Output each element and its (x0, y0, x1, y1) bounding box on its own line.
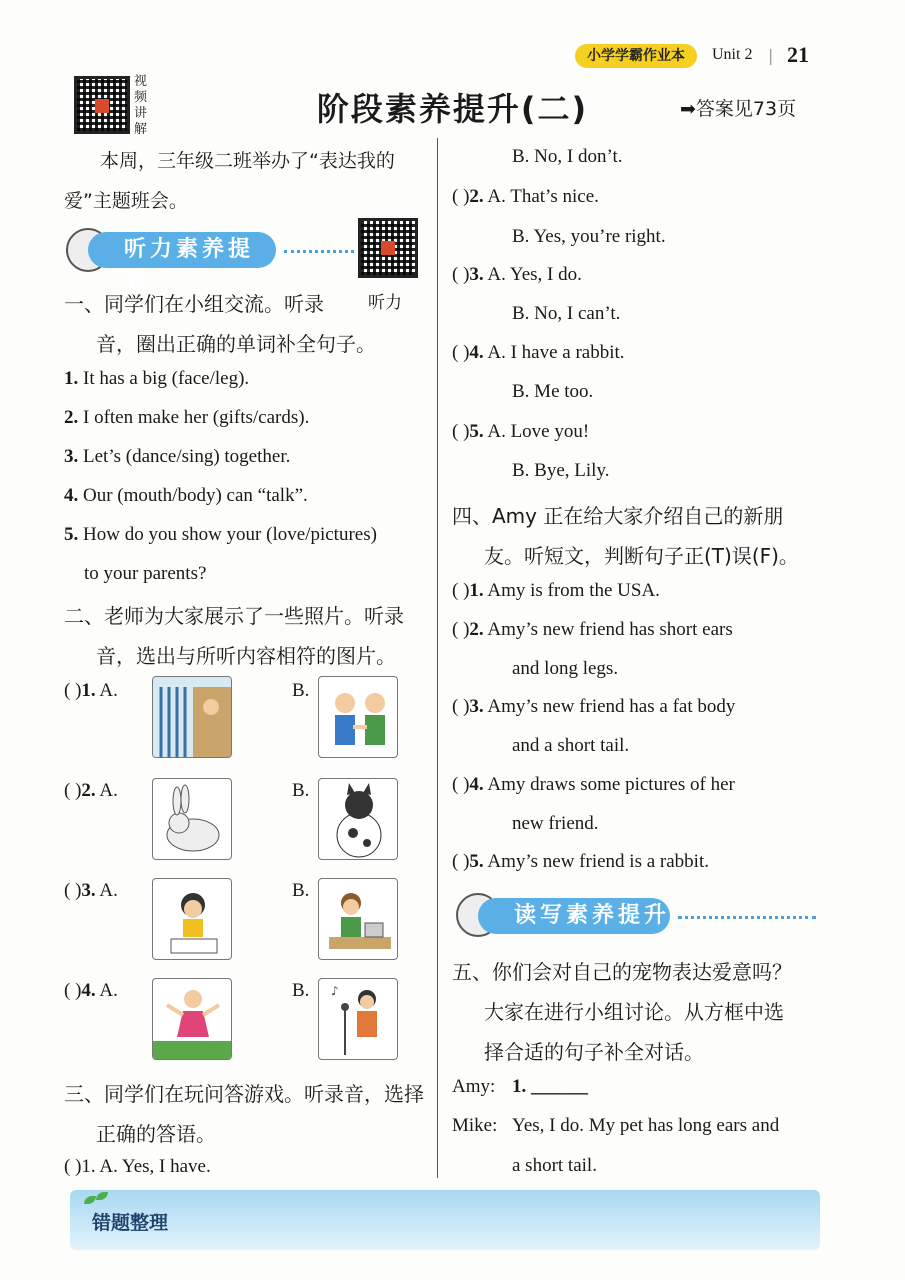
s2-row-1-b: B. (292, 680, 310, 701)
intro-line-2: 爱”主题班会。 (64, 190, 188, 212)
s2-row-2-b: B. (292, 780, 310, 801)
s1-item-1: 1. It has a big (face/leg). (64, 368, 250, 389)
section3-heading-2: 正确的答语。 (96, 1122, 216, 1146)
section4-heading-2: 友。听短文，判断句子正(T)误(F)。 (484, 544, 799, 568)
intro-line-1: 本周，三年级二班举办了“表达我的 (100, 150, 395, 172)
s2-q2-option-a-picture[interactable] (152, 778, 232, 860)
s2-q3-option-b-picture[interactable] (318, 878, 398, 960)
video-explain-label: 视 频 讲 解 (134, 74, 148, 137)
mistake-notes-label: 错题整理 (92, 1212, 169, 1234)
s3-item-2-a: ( )2. A. That’s nice. (452, 186, 599, 207)
s5-mike-line-1: Yes, I do. My pet has long ears and (512, 1115, 780, 1136)
s3-item-1-b: B. No, I don’t. (512, 146, 623, 167)
s4-item-1: ( )1. Amy is from the USA. (452, 580, 660, 601)
s3-item-3-a: ( )3. A. Yes, I do. (452, 264, 582, 285)
s4-item-4: ( )4. Amy draws some pictures of her (452, 774, 735, 795)
s4-item-2: ( )2. Amy’s new friend has short ears (452, 619, 733, 640)
s3-item-5-a: ( )5. A. Love you! (452, 421, 590, 442)
answer-reference: ➡答案见73页 (680, 98, 797, 120)
s3-item-3-b: B. No, I can’t. (512, 303, 621, 324)
s4-item-5: ( )5. Amy’s new friend is a rabbit. (452, 851, 709, 872)
s2-row-4: ( )4. A. (64, 980, 118, 1001)
s2-q1-option-a-picture[interactable] (152, 676, 232, 758)
s2-q1-option-b-picture[interactable] (318, 676, 398, 758)
s5-amy-label: Amy: (452, 1076, 496, 1097)
section3-heading-1: 三、同学们在玩问答游戏。听录音，选择 (64, 1082, 424, 1106)
unit-label: Unit 2 (712, 46, 753, 63)
s1-item-5: 5. How do you show your (love/pictures) (64, 524, 377, 545)
s1-item-3: 3. Let’s (dance/sing) together. (64, 446, 291, 467)
banner-dots (284, 250, 354, 253)
s2-row-3-b: B. (292, 880, 310, 901)
s4-item-4-cont: new friend. (512, 813, 599, 834)
s1-item-2: 2. I often make her (gifts/cards). (64, 407, 310, 428)
s3-item-2-b: B. Yes, you’re right. (512, 226, 666, 247)
section5-heading-2: 大家在进行小组讨论。从方框中选 (484, 1000, 784, 1024)
section1-side-label: 听力 (368, 293, 402, 313)
page-title: 阶段素养提升(二) (316, 90, 589, 128)
s2-row-4-b: B. (292, 980, 310, 1001)
s3-item-5-b: B. Bye, Lily. (512, 460, 610, 481)
s4-item-3: ( )3. Amy’s new friend has a fat body (452, 696, 736, 717)
listening-banner: 听力素养提升 (88, 232, 276, 268)
s2-row-1: ( )1. A. (64, 680, 118, 701)
column-divider (437, 138, 438, 1178)
s5-mike-label: Mike: (452, 1115, 498, 1136)
svg-text:♪: ♪ (331, 984, 339, 998)
s2-q2-option-b-picture[interactable] (318, 778, 398, 860)
section1-heading-2: 音，圈出正确的单词补全句子。 (96, 332, 376, 356)
s2-row-2: ( )2. A. (64, 780, 118, 801)
s3-item-4-b: B. Me too. (512, 381, 594, 402)
section2-heading-2: 音，选出与所听内容相符的图片。 (96, 644, 396, 668)
s2-q4-option-a-picture[interactable] (152, 978, 232, 1060)
s2-q3-option-a-picture[interactable] (152, 878, 232, 960)
mistake-notes-area[interactable] (70, 1190, 820, 1250)
section1-heading-1: 一、同学们在小组交流。听录 (64, 292, 324, 316)
s1-item-5-cont: to your parents? (84, 563, 207, 584)
s3-item-1-a: ( )1. A. Yes, I have. (64, 1156, 211, 1177)
section4-heading-1: 四、Amy 正在给大家介绍自己的新朋 (452, 504, 784, 528)
series-badge: 小学学霸作业本 (575, 44, 697, 68)
section5-heading-3: 择合适的句子补全对话。 (484, 1040, 704, 1064)
s2-q4-option-b-picture[interactable] (318, 978, 398, 1060)
s1-item-4: 4. Our (mouth/body) can “talk”. (64, 485, 308, 506)
listening-qr-code[interactable] (358, 218, 418, 278)
s4-item-2-cont: and long legs. (512, 658, 619, 679)
section2-heading-1: 二、老师为大家展示了一些照片。听录 (64, 604, 404, 628)
s3-item-4-a: ( )4. A. I have a rabbit. (452, 342, 625, 363)
s2-row-3: ( )3. A. (64, 880, 118, 901)
header-separator: | (768, 46, 774, 65)
s5-mike-line-2: a short tail. (512, 1155, 597, 1176)
reading-banner-dots (678, 916, 816, 919)
reading-banner: 读写素养提升 (478, 898, 670, 934)
s5-amy-blank[interactable]: 1. ______ (512, 1076, 588, 1097)
page-number: 21 (787, 42, 809, 67)
s4-item-3-cont: and a short tail. (512, 735, 630, 756)
section5-heading-1: 五、你们会对自己的宠物表达爱意吗？ (452, 960, 792, 984)
